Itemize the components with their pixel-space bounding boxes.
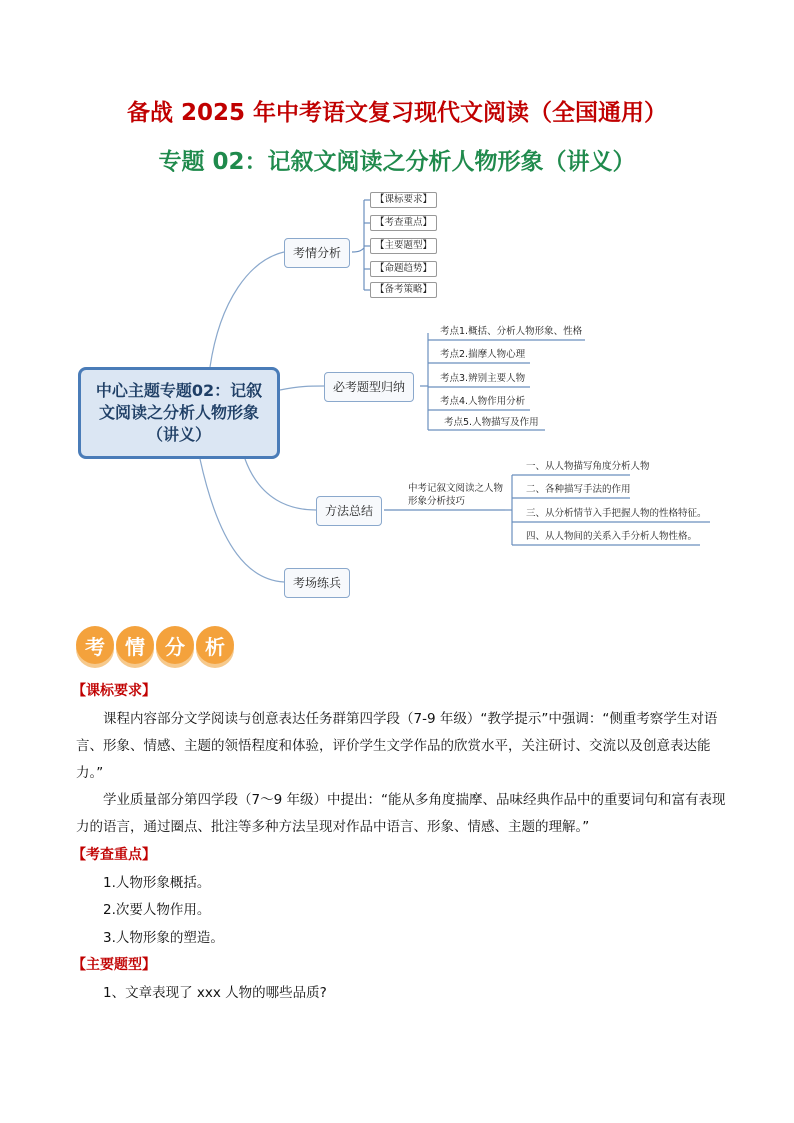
page-title: 备战 2025 年中考语文复习现代文阅读（全国通用） — [126, 100, 668, 126]
list-item: 1.人物形象概括。 — [103, 875, 211, 891]
mind-map — [0, 180, 794, 610]
branch-bikao: 必考题型归纳 — [324, 372, 414, 402]
page-subtitle: 专题 02：记叙文阅读之分析人物形象（讲义） — [158, 149, 636, 175]
leaf-zhuyao: 【主要题型】 — [370, 238, 437, 254]
heading-zhuyao: 【主要题型】 — [72, 957, 156, 973]
leaf-jiqiao: 中考记叙文阅读之人物形象分析技巧 — [408, 483, 504, 507]
list-item: 2.次要人物作用。 — [103, 902, 211, 918]
leaf-mingti: 【命题趋势】 — [370, 261, 437, 277]
leaf-fangfa-2: 二、各种描写手法的作用 — [526, 484, 631, 495]
leaf-fangfa-1: 一、从人物描写角度分析人物 — [526, 461, 650, 472]
section-badge — [76, 626, 234, 670]
list-item: 3.人物形象的塑造。 — [103, 930, 224, 946]
leaf-kaodian-5: 考点5.人物描写及作用 — [444, 417, 539, 428]
question-item: 1、文章表现了 xxx 人物的哪些品质? — [103, 985, 327, 1001]
leaf-kaodian-1: 考点1.概括、分析人物形象、性格 — [440, 326, 583, 337]
leaf-fangfa-3: 三、从分析情节入手把握人物的性格特征。 — [526, 508, 707, 519]
badge-char: 析 — [196, 626, 234, 664]
paragraph-kebiao-1: 课程内容部分文学阅读与创意表达任务群第四学段（7-9 年级）“教学提示”中强调：“侧重考察学生对语言、形象、情感、主题的领悟程度和体验，评价学生文学作品的欣赏水平，关注研讨、交流以及创意表达能力。” — [76, 711, 718, 781]
badge-char: 情 — [116, 626, 154, 664]
badge-char: 分 — [156, 626, 194, 664]
branch-kaoqing: 考情分析 — [284, 238, 350, 268]
leaf-kaodian-4: 考点4.人物作用分析 — [440, 396, 526, 407]
leaf-kebiao: 【课标要求】 — [370, 192, 437, 208]
paragraph-kebiao-2: 学业质量部分第四学段（7～9 年级）中提出：“能从多角度揣摩、品味经典作品中的重要词句和富有表现力的语言，通过圈点、批注等多种方法呈现对作品中语言、形象、情感、主题的理解。” — [76, 792, 726, 835]
leaf-kaocha: 【考查重点】 — [370, 215, 437, 231]
leaf-kaodian-2: 考点2.揣摩人物心理 — [440, 349, 526, 360]
heading-kaocha: 【考查重点】 — [72, 847, 156, 863]
leaf-beikao: 【备考策略】 — [370, 282, 437, 298]
heading-kebiao: 【课标要求】 — [72, 683, 156, 699]
branch-kaochang: 考场练兵 — [284, 568, 350, 598]
mindmap-center-node: 中心主题专题02：记叙文阅读之分析人物形象（讲义） — [78, 367, 280, 459]
leaf-kaodian-3: 考点3.辨别主要人物 — [440, 373, 526, 384]
badge-char: 考 — [76, 626, 114, 664]
leaf-fangfa-4: 四、从人物间的关系入手分析人物性格。 — [526, 531, 698, 542]
branch-fangfa: 方法总结 — [316, 496, 382, 526]
